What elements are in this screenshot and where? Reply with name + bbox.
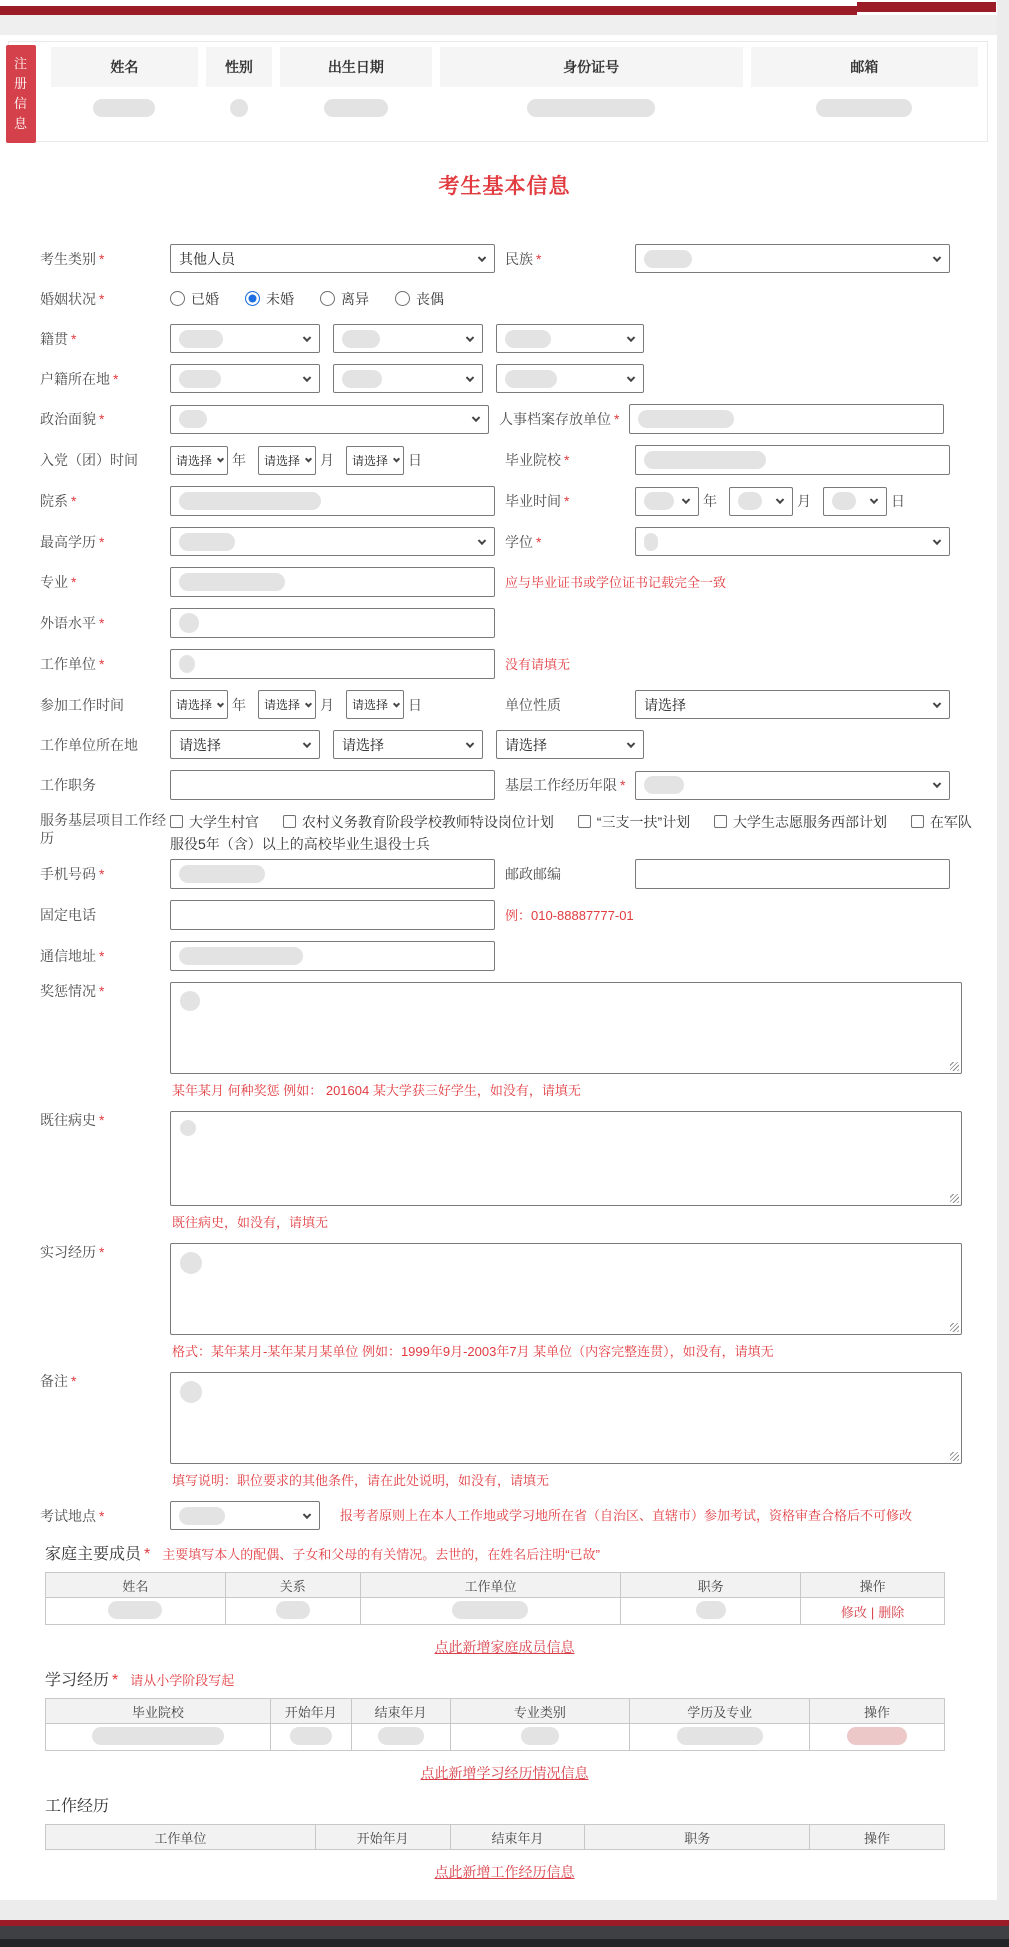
radio-widowed[interactable]: 丧偶 <box>395 289 444 309</box>
education-table <box>45 1698 945 1751</box>
redacted-value <box>180 1252 202 1274</box>
footer-gray-strip <box>0 1900 1009 1920</box>
political-status-select[interactable] <box>170 405 489 434</box>
major-label: 专业 * <box>40 574 77 590</box>
checkbox-icon <box>578 815 591 828</box>
graduate-school-label: 毕业院校 * <box>505 452 570 468</box>
major-input[interactable] <box>170 567 495 597</box>
scrollbar-track[interactable] <box>997 0 1009 1900</box>
checkbox-icon <box>170 815 183 828</box>
education-row <box>46 1724 945 1751</box>
col-email: 邮箱 <box>751 47 978 87</box>
medical-history-textarea[interactable] <box>170 1111 962 1206</box>
resize-grip-icon[interactable] <box>950 1194 959 1203</box>
chevron-down-icon <box>303 333 311 341</box>
chevron-down-icon <box>933 780 941 788</box>
foreign-language-input[interactable] <box>170 608 495 638</box>
work-col-end: 结束年月 <box>450 1825 585 1850</box>
family-cell-work-unit <box>360 1598 621 1625</box>
work-position-label: 工作职务 <box>40 777 96 793</box>
family-section-title: 家庭主要成员 * <box>45 1546 151 1563</box>
family-delete-link[interactable]: 删除 <box>878 1604 905 1620</box>
redacted-value <box>179 492 321 510</box>
redacted-email <box>816 99 912 117</box>
radio-married[interactable]: 已婚 <box>170 289 219 309</box>
redacted-actions <box>847 1727 907 1745</box>
redacted-value <box>179 533 235 551</box>
family-cell-position <box>621 1598 801 1625</box>
redacted-value <box>179 410 207 428</box>
radio-icon <box>170 291 185 306</box>
chevron-down-icon <box>627 373 635 381</box>
work-section-title: 工作经历 <box>45 1798 110 1815</box>
education-header-row <box>46 1699 945 1724</box>
radio-divorced[interactable]: 离异 <box>320 289 369 309</box>
col-name: 姓名 <box>51 47 198 87</box>
graduate-school-input[interactable] <box>635 445 950 475</box>
exam-location-label: 考试地点 * <box>40 1507 105 1524</box>
medical-history-hint: 既往病史，如没有，请填无 <box>172 1215 329 1230</box>
work-start-day-select[interactable]: 请选择 <box>346 690 404 719</box>
work-start-time-label: 参加工作时间 <box>40 696 124 713</box>
household-city-select[interactable] <box>333 364 483 393</box>
work-unit-hint: 没有请填无 <box>505 656 571 672</box>
unit-nature-value: 请选择 <box>644 696 686 713</box>
chevron-down-icon <box>933 536 941 544</box>
work-position-input[interactable] <box>170 770 495 800</box>
chevron-down-icon <box>303 1510 311 1518</box>
archive-unit-input[interactable] <box>629 404 944 434</box>
redacted-value <box>644 492 674 510</box>
education-col-degree-major: 学历及专业 <box>630 1699 810 1724</box>
top-bar <box>0 6 857 15</box>
chevron-down-icon <box>627 333 635 341</box>
chevron-down-icon <box>870 496 878 504</box>
work-col-position: 职务 <box>585 1825 810 1850</box>
footer <box>0 1900 1009 1947</box>
family-edit-link[interactable]: 修改 <box>840 1604 867 1620</box>
redacted-value <box>378 1727 424 1745</box>
remarks-textarea[interactable] <box>170 1372 962 1464</box>
party-join-year-select[interactable]: 请选择 <box>170 446 228 475</box>
redacted-value <box>342 370 382 388</box>
redacted-ethnicity <box>644 250 692 268</box>
candidate-type-select[interactable] <box>170 244 495 273</box>
resize-grip-icon[interactable] <box>950 1452 959 1461</box>
education-col-start: 开始年月 <box>270 1699 351 1724</box>
chevron-down-icon <box>478 536 486 544</box>
education-cell-actions <box>810 1724 945 1751</box>
mailing-address-input[interactable] <box>170 941 495 971</box>
work-table <box>45 1824 945 1850</box>
checkbox-icon <box>714 815 727 828</box>
ethnicity-label: 民族 * <box>505 250 542 267</box>
native-place-province-select[interactable] <box>170 324 320 353</box>
family-col-relation: 关系 <box>225 1573 360 1598</box>
highest-education-select[interactable] <box>170 527 495 556</box>
redacted-value <box>179 1507 225 1525</box>
redacted-value <box>179 573 285 591</box>
internship-label: 实习经历 * <box>40 1244 105 1260</box>
add-education-link[interactable]: 点此新增学习经历情况信息 <box>420 1765 589 1781</box>
redacted-value <box>505 370 557 388</box>
awards-hint: 某年某月 何种奖惩 例如： 201604 某大学获三好学生，如没有，请填无 <box>172 1083 581 1098</box>
redacted-value <box>452 1601 528 1619</box>
mailing-address-label: 通信地址 * <box>40 948 105 964</box>
redacted-id-number <box>527 99 655 117</box>
foreign-language-label: 外语水平 * <box>40 615 105 631</box>
ethnicity-select[interactable] <box>635 244 950 273</box>
col-gender: 性别 <box>206 47 272 87</box>
cell-id-number <box>440 87 743 133</box>
department-label: 院系 * <box>40 493 77 509</box>
redacted-value <box>108 1601 162 1619</box>
redacted-birthdate <box>324 99 388 117</box>
work-location-district-select[interactable]: 请选择 <box>496 730 644 759</box>
redacted-value <box>342 330 380 348</box>
redacted-value <box>696 1601 726 1619</box>
landline-label: 固定电话 <box>40 907 96 923</box>
family-row <box>46 1598 945 1625</box>
unit-nature-label: 单位性质 <box>505 696 561 713</box>
work-location-city-select[interactable]: 请选择 <box>333 730 483 759</box>
cell-gender <box>206 87 272 133</box>
major-hint: 应与毕业证书或学位证书记载完全一致 <box>505 574 727 590</box>
top-bar-right <box>857 2 996 12</box>
redacted-value <box>644 776 684 794</box>
redacted-value <box>180 1381 202 1403</box>
education-col-category: 专业类别 <box>450 1699 630 1724</box>
redacted-value <box>180 1120 196 1136</box>
education-cell-start <box>270 1724 351 1751</box>
work-location-province-select[interactable]: 请选择 <box>170 730 320 759</box>
radio-unmarried[interactable]: 未婚 <box>245 289 294 309</box>
redacted-value <box>290 1727 332 1745</box>
chevron-down-icon <box>776 496 784 504</box>
chevron-down-icon <box>217 700 224 707</box>
candidate-type-label: 考生类别 * <box>40 250 105 267</box>
redacted-value <box>179 613 199 633</box>
landline-hint: 例：010-88887777-01 <box>505 907 634 923</box>
mobile-label: 手机号码 * <box>40 866 105 882</box>
registration-tab[interactable] <box>6 45 36 143</box>
radio-icon <box>320 291 335 306</box>
degree-select[interactable] <box>635 527 950 556</box>
header-band <box>0 15 1009 35</box>
redacted-value <box>179 655 195 673</box>
chevron-down-icon <box>933 699 941 707</box>
registration-data-row <box>51 87 978 133</box>
redacted-value <box>644 451 766 469</box>
postal-code-label: 邮政邮编 <box>505 866 561 882</box>
landline-input[interactable] <box>170 900 495 930</box>
internship-textarea[interactable] <box>170 1243 962 1335</box>
degree-label: 学位 * <box>505 533 542 550</box>
radio-checked-icon <box>245 291 260 306</box>
redacted-value <box>644 533 658 551</box>
awards-label: 奖惩情况 * <box>40 983 105 999</box>
redacted-gender <box>230 99 248 117</box>
political-status-label: 政治面貌 * <box>40 411 105 427</box>
redacted-value <box>638 410 734 428</box>
party-join-month-select[interactable]: 请选择 <box>258 446 316 475</box>
chevron-down-icon <box>303 739 311 747</box>
redacted-value <box>179 330 223 348</box>
work-unit-input[interactable] <box>170 649 495 679</box>
redacted-name <box>93 99 155 117</box>
native-place-label: 籍贯 * <box>40 330 77 347</box>
postal-code-input[interactable] <box>635 859 950 889</box>
education-col-end: 结束年月 <box>351 1699 450 1724</box>
household-district-select[interactable] <box>496 364 644 393</box>
grassroots-years-label: 基层工作经历年限 * <box>505 777 626 793</box>
chevron-down-icon <box>466 333 474 341</box>
education-cell-end <box>351 1724 450 1751</box>
work-unit-label: 工作单位 * <box>40 656 105 672</box>
chevron-down-icon <box>305 700 312 707</box>
work-unit-location-label: 工作单位所在地 <box>40 736 138 753</box>
remarks-hint: 填写说明：职位要求的其他条件，请在此处说明，如没有，请填无 <box>172 1473 550 1488</box>
family-section-note: 主要填写本人的配偶、子女和父母的有关情况。去世的，在姓名后注明“已故” <box>162 1547 600 1562</box>
education-cell-school <box>46 1724 271 1751</box>
exam-location-select[interactable] <box>170 1501 320 1530</box>
checkbox-icon <box>283 815 296 828</box>
education-section-title: 学习经历 * <box>45 1672 119 1689</box>
chevron-down-icon <box>217 455 224 462</box>
footer-dark-bar <box>0 1926 1009 1939</box>
chevron-down-icon <box>478 253 486 261</box>
cell-name <box>51 87 198 133</box>
col-id-number: 身份证号 <box>440 47 743 87</box>
family-col-name: 姓名 <box>46 1573 226 1598</box>
remarks-label: 备注 * <box>40 1373 77 1389</box>
family-col-work-unit: 工作单位 <box>360 1573 621 1598</box>
chevron-down-icon <box>466 373 474 381</box>
grassroots-years-select[interactable] <box>635 771 950 800</box>
redacted-value <box>276 1601 310 1619</box>
col-birthdate: 出生日期 <box>280 47 432 87</box>
family-cell-relation <box>225 1598 360 1625</box>
education-col-school: 毕业院校 <box>46 1699 271 1724</box>
work-col-unit: 工作单位 <box>46 1825 316 1850</box>
checkbox-west-volunteer-plan[interactable]: 大学生志愿服务西部计划 <box>714 814 887 830</box>
redacted-value <box>738 492 762 510</box>
checkbox-rural-teacher-plan[interactable]: 农村义务教育阶段学校教师特设岗位计划 <box>283 814 554 830</box>
graduation-year-select[interactable] <box>635 487 699 516</box>
party-join-day-select[interactable]: 请选择 <box>346 446 404 475</box>
work-header-row <box>46 1825 945 1850</box>
education-cell-degree-major <box>630 1724 810 1751</box>
party-join-time-label: 入党（团）时间 <box>40 452 138 468</box>
family-cell-name <box>46 1598 226 1625</box>
family-col-actions: 操作 <box>801 1573 945 1598</box>
unit-nature-select[interactable] <box>635 690 950 719</box>
archive-unit-label: 人事档案存放单位 * <box>499 411 620 427</box>
checkbox-village-official[interactable]: 大学生村官 <box>170 814 259 830</box>
highest-education-label: 最高学历 * <box>40 533 105 550</box>
resize-grip-icon[interactable] <box>950 1323 959 1332</box>
checkbox-icon <box>911 815 924 828</box>
registration-tab-label: 注册信息 <box>14 56 28 131</box>
checkbox-veteran[interactable]: 在军队服役5年（含）以上的高校毕业生退役士兵 <box>170 814 972 852</box>
candidate-form: 考生类别 * 其他人员 民族 * 婚姻状况 * 已婚 未婚 离异 丧偶 籍贯 * 户籍所在地 * 政治面貌 * 人事档案存放单位 * 入党（团）时间 请选择 年 请选择 月 请选择 日 毕业院校 * 院系 * 毕业时间 * 年 月 日 最高学历 * 学位 * 专业 * 应与毕业证书或学位证书记载完全一致 外语水平 * 工作单位 * 没有请填无 参加工作时间 请选择 年 请选择 月 请选择 日 单位性质 请选择 工作单位所在地 请选择 请选择 请选择 工作职务 基层工作经历年限 * 服务基层项目工作经历 大学生村官 农村义务教育阶段学校教师特设岗位计划 “三支一扶”计划 大学生志愿服务西部计划 在军队服役5年（含）以上的高校毕业生退役士兵 手机号码 * 邮政邮编 固定电话 例：010-88887777-01 通信地址 * 奖惩情况 * 某年某月 何种奖惩 例如： 201604 某大学获三好学生，如没有，请填无 既往病史 * 既往病史，如没有，请填无 实习经历 * 格式：某年某月-某年某月某单位 例如：1999年9月-2003年7月 某单位（内容完整连贯），如没有，请填无 备注 * 填写说明：职位要求的其他条件，请在此处说明，如没有，请填无 考试地点 * 报考者原则上在本人工作地或学习地所在省（自治区、直辖市）参加考试，资格审查合格后不可修改 <box>0 244 1009 1530</box>
redacted-value <box>179 370 221 388</box>
medical-history-label: 既往病史 * <box>40 1112 105 1128</box>
work-start-month-select[interactable]: 请选择 <box>258 690 316 719</box>
grassroots-service-label: 服务基层项目工作经历 <box>40 812 166 846</box>
graduation-time-label: 毕业时间 * <box>505 493 570 509</box>
native-place-district-select[interactable] <box>496 324 644 353</box>
chevron-down-icon <box>305 455 312 462</box>
redacted-value <box>832 492 856 510</box>
native-place-city-select[interactable] <box>333 324 483 353</box>
add-family-member-link[interactable]: 点此新增家庭成员信息 <box>434 1639 575 1655</box>
chevron-down-icon <box>682 496 690 504</box>
redacted-value <box>92 1727 224 1745</box>
chevron-down-icon <box>933 253 941 261</box>
family-header-row <box>46 1573 945 1598</box>
registration-table <box>43 47 986 133</box>
checkbox-three-supports-plan[interactable]: “三支一扶”计划 <box>578 814 690 830</box>
cell-email <box>751 87 978 133</box>
work-start-year-select[interactable]: 请选择 <box>170 690 228 719</box>
household-location-label: 户籍所在地 * <box>40 370 119 387</box>
mobile-input[interactable] <box>170 859 495 889</box>
marital-label: 婚姻状况 * <box>40 290 105 307</box>
family-col-position: 职务 <box>621 1573 801 1598</box>
redacted-value <box>521 1727 559 1745</box>
registration-header-row <box>51 47 978 87</box>
education-section-note: 请从小学阶段写起 <box>130 1673 235 1688</box>
chevron-down-icon <box>393 455 400 462</box>
work-col-actions: 操作 <box>810 1825 945 1850</box>
registration-card <box>8 41 988 142</box>
family-table <box>45 1572 945 1625</box>
awards-textarea[interactable] <box>170 982 962 1074</box>
redacted-value <box>505 330 551 348</box>
work-col-start: 开始年月 <box>315 1825 450 1850</box>
redacted-value <box>180 991 200 1011</box>
redacted-value <box>677 1727 763 1745</box>
radio-icon <box>395 291 410 306</box>
chevron-down-icon <box>472 414 480 422</box>
department-input[interactable] <box>170 486 495 516</box>
page-title: 考生基本信息 <box>438 175 571 198</box>
graduation-day-select[interactable] <box>823 487 887 516</box>
education-col-actions: 操作 <box>810 1699 945 1724</box>
family-cell-actions: 修改 | 删除 <box>801 1598 945 1625</box>
graduation-month-select[interactable] <box>729 487 793 516</box>
chevron-down-icon <box>466 739 474 747</box>
chevron-down-icon <box>303 373 311 381</box>
resize-grip-icon[interactable] <box>950 1062 959 1071</box>
cell-birthdate <box>280 87 432 133</box>
add-work-link[interactable]: 点此新增工作经历信息 <box>434 1864 575 1880</box>
footer-black-bar <box>0 1939 1009 1947</box>
education-cell-category <box>450 1724 630 1751</box>
chevron-down-icon <box>393 700 400 707</box>
candidate-type-value: 其他人员 <box>179 250 235 267</box>
redacted-value <box>179 947 303 965</box>
household-province-select[interactable] <box>170 364 320 393</box>
internship-hint: 格式：某年某月-某年某月某单位 例如：1999年9月-2003年7月 某单位（内容完整连贯），如没有，请填无 <box>172 1344 774 1359</box>
chevron-down-icon <box>627 739 635 747</box>
exam-location-hint: 报考者原则上在本人工作地或学习地所在省（自治区、直辖市）参加考试，资格审查合格后不可修改 <box>340 1508 913 1523</box>
redacted-value <box>179 865 265 883</box>
